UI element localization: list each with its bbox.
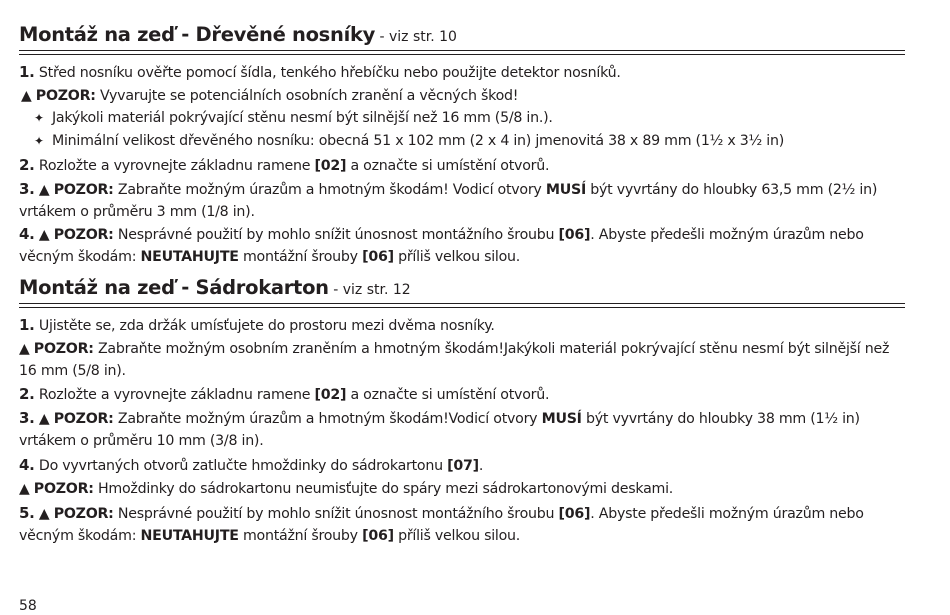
step-text: Rozložte a vyrovnejte základnu ramene: [34, 158, 315, 174]
warning-text: Hmoždinky do sádrokartonu neumisťujte do spáry mezi sádrokartonovými deskami.: [93, 481, 674, 497]
section-page-ref: - viz str. 12: [328, 282, 411, 298]
step-1: [19, 62, 905, 85]
step-text: a označte si umístění otvorů.: [346, 158, 550, 174]
section-header: [19, 273, 905, 304]
step-text: Zabraňte možným úrazům a hmotným škodám!Vodicí otvory: [113, 411, 542, 427]
part-ref: [06]: [362, 248, 394, 265]
step-text: Do vyvrtaných otvorů zatlučte hmoždinky do sádrokartonu: [34, 458, 448, 474]
part-ref: [02]: [314, 158, 347, 174]
step-number: 1.: [19, 63, 35, 81]
step-number: 2.: [19, 156, 35, 174]
step-3: [19, 408, 905, 452]
warning-triangle-icon: ▲: [21, 88, 32, 104]
emphasis: NEUTAHUJTE: [140, 527, 239, 544]
part-ref: [07]: [447, 458, 479, 474]
step-number: 5.: [19, 504, 35, 522]
step-text: a označte si umístění otvorů.: [346, 387, 550, 403]
warning-label: POZOR:: [53, 506, 114, 522]
step-number: 4.: [19, 225, 35, 243]
warning-triangle-icon: ▲: [19, 341, 30, 357]
step-text: Rozložte a vyrovnejte základnu ramene: [34, 387, 315, 403]
step-4: [19, 455, 905, 478]
section-wood-studs: [19, 20, 905, 51]
step-text: Ujistěte se, zda držák umísťujete do prostoru mezi dvěma nosníky.: [34, 318, 495, 334]
warning-1: [19, 339, 905, 382]
section-drywall: [19, 273, 905, 304]
warning-text: Zabraňte možným osobním zraněním a hmotným škodám!Jakýkoli materiál pokrývající stěnu nesmí být silnější než 16 mm (5/8 in).: [19, 341, 890, 379]
step-text: montážní šrouby: [238, 527, 363, 544]
warning-triangle-icon: ▲: [38, 227, 50, 243]
step-3: [19, 179, 905, 223]
four-point-star-icon: ✦: [34, 111, 44, 125]
bullet-text: Minimální velikost dřevěného nosníku: obecná 51 x 102 mm (2 x 4 in) jmenovitá 38 x 89 mm (1½ x 3½ in): [52, 133, 785, 149]
warning-label: POZOR:: [33, 481, 94, 497]
emphasis: MUSÍ: [541, 411, 582, 427]
emphasis: NEUTAHUJTE: [140, 248, 239, 265]
part-ref: [06]: [558, 227, 591, 243]
part-ref: [06]: [558, 506, 591, 522]
section-page-ref: - viz str. 10: [375, 29, 457, 45]
step-number: 4.: [19, 456, 35, 474]
step-text: .: [478, 458, 484, 474]
warning-label: POZOR:: [35, 88, 96, 104]
warning-triangle-icon: ▲: [38, 506, 50, 522]
warning-text: Vyvarujte se potenciálních osobních zranění a věcných škod!: [95, 88, 519, 104]
step-number: 3.: [19, 180, 35, 198]
step-text: být vyvrtány do hloubky 38 mm (1½ in) vrtákem o průměru 10 mm (3/8 in).: [19, 411, 860, 449]
part-ref: [06]: [362, 527, 394, 544]
step-2: [19, 384, 905, 407]
step-number: 3.: [19, 409, 35, 427]
part-ref: [02]: [314, 387, 347, 403]
step-text: Zabraňte možným úrazům a hmotným škodám! Vodicí otvory: [113, 182, 546, 198]
step-text: Střed nosníku ověřte pomocí šídla, tenkého hřebíčku nebo použijte detektor nosníků.: [34, 65, 621, 81]
bullet-text: Jakýkoli materiál pokrývající stěnu nesmí být silnější než 16 mm (5/8 in.).: [52, 110, 553, 126]
warning-triangle-icon: ▲: [38, 182, 50, 198]
bullet-item: [34, 108, 904, 130]
step-text: Nesprávné použití by mohlo snížit únosnost montážního šroubu: [113, 227, 559, 243]
section-header: [19, 20, 905, 51]
step-text: být vyvrtány do hloubky 63,5 mm (2½ in) vrtákem o průměru 3 mm (1/8 in).: [19, 182, 878, 220]
warning-label: POZOR:: [33, 341, 94, 357]
emphasis: MUSÍ: [545, 182, 586, 198]
warning-label: POZOR:: [53, 182, 114, 198]
step-text: příliš velkou silou.: [393, 527, 521, 544]
warning-label: POZOR:: [53, 227, 114, 243]
section-title: Montáž na zeď - Sádrokarton: [19, 276, 329, 299]
step-1: [19, 315, 905, 338]
page-number: 58: [19, 598, 37, 614]
step-text: montážní šrouby: [238, 248, 363, 265]
warning-label: POZOR:: [53, 411, 114, 427]
step-text: Nesprávné použití by mohlo snížit únosnost montážního šroubu: [113, 506, 559, 522]
warning-2: [19, 479, 905, 501]
step-number: 2.: [19, 385, 35, 403]
warning-triangle-icon: ▲: [19, 481, 30, 497]
four-point-star-icon: ✦: [34, 134, 44, 148]
step-text: . Abyste předešli možným úrazům nebo věcným škodám:: [19, 227, 864, 265]
bullet-item: [34, 131, 904, 153]
step-text: . Abyste předešli možným úrazům nebo věcným škodám:: [19, 506, 864, 544]
step-text: příliš velkou silou.: [393, 248, 521, 265]
step-5: [19, 503, 905, 547]
step-2: [19, 155, 905, 178]
step-4: [19, 224, 905, 268]
step-number: 1.: [19, 316, 35, 334]
warning-1: [21, 86, 907, 108]
warning-triangle-icon: ▲: [38, 411, 50, 427]
section-title: Montáž na zeď - Dřevěné nosníky: [19, 23, 376, 46]
